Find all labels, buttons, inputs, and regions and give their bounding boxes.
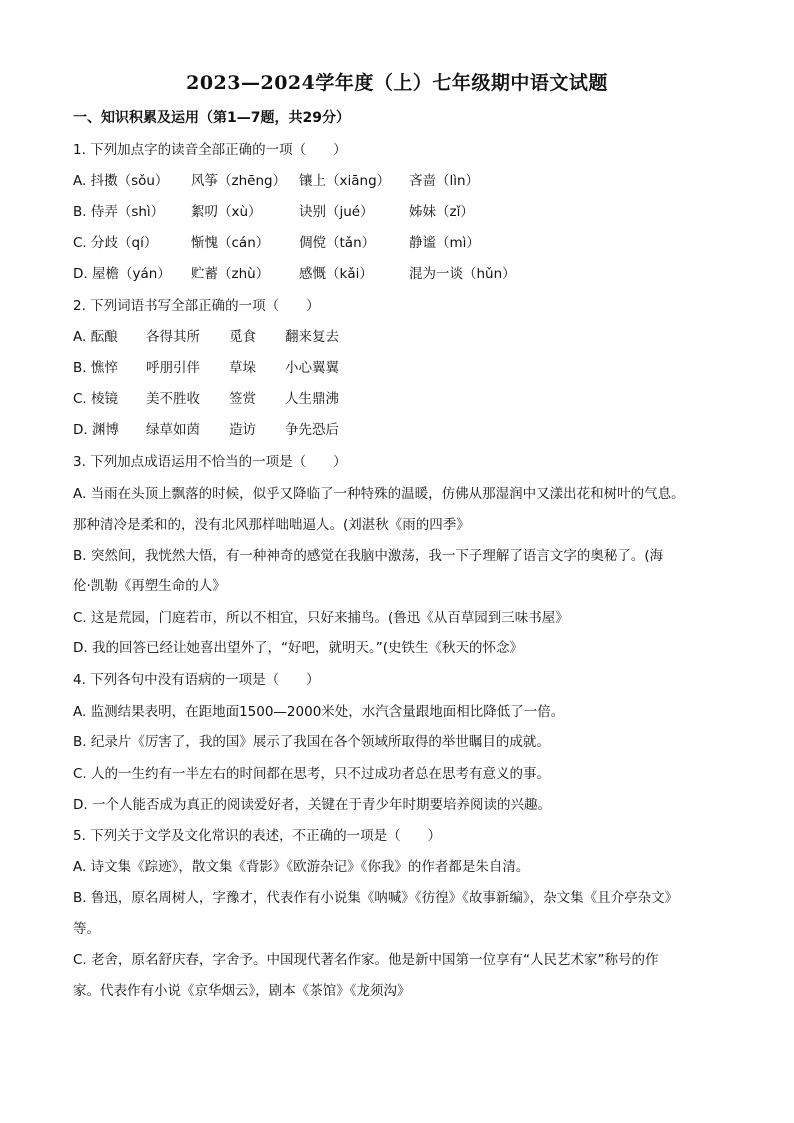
q3-option-b-line1: B. 突然间，我恍然大悟，有一种神奇的感觉在我脑中激荡，我一下子理解了语言文字的奥秘了。(海 [73,548,664,564]
q2-b-2: 呼朋引伴 [146,360,200,376]
q3-option-b-line2: 伦·凯勒《再塑生命的人》 [73,578,226,594]
q4-option-c: C. 人的一生约有一半左右的时间都在思考，只不过成功者总在思考有意义的事。 [73,766,551,782]
q2-d-1: D. 渊博 [73,422,119,438]
q2-option-b [73,358,339,378]
q2-d-3: 造访 [229,422,256,438]
q1-d-1: D. 屋檐（yán） [73,266,171,282]
q1-option-c [73,233,480,253]
q2-b-4: 小心翼翼 [285,360,339,376]
question-3-stem: 3. 下列加点成语运用不恰当的一项是（ ） [73,454,347,470]
q1-d-4: 混为一谈（hǔn） [409,266,516,282]
q5-option-b-line1: B. 鲁迅，原名周树人，字豫才，代表作有小说集《呐喊》《彷徨》《故事新编》，杂文集《且介亭杂文》 [73,890,679,906]
q1-b-3: 诀别（jué） [299,204,374,220]
q2-d-4: 争先恐后 [285,422,339,438]
q2-b-3: 草垛 [229,360,256,376]
q5-option-c-line1: C. 老舍，原名舒庆春，字舍予。中国现代著名作家。他是新中国第一位享有“人民艺术家”称号的作 [73,952,659,968]
question-2-stem: 2. 下列词语书写全部正确的一项（ ） [73,298,320,314]
section-heading: 一、知识积累及运用（第1—7题，共29分） [73,110,350,126]
q2-c-4: 人生鼎沸 [285,391,339,407]
q1-c-2: 惭愧（cán） [191,235,270,251]
q1-a-3: 镶上（xiāng） [299,173,391,189]
q1-d-3: 感慨（kǎi） [299,266,373,282]
question-5-stem: 5. 下列关于文学及文化常识的表述，不正确的一项是（ ） [73,828,442,844]
q2-a-3: 觅食 [229,329,256,345]
q5-option-b-line2: 等。 [73,921,100,937]
q2-a-4: 翻来复去 [285,329,339,345]
q1-c-1: C. 分歧（qí） [73,235,158,251]
q5-option-c-line2: 家。代表作有小说《京华烟云》，剧本《茶馆》《龙须沟》 [73,983,411,999]
q1-a-4: 吝啬（lìn） [409,173,480,189]
question-1-stem: 1. 下列加点字的读音全部正确的一项（ ） [73,142,347,158]
q1-c-3: 倜傥（tǎn） [299,235,376,251]
q1-c-4: 静谧（mì） [409,235,480,251]
q1-d-2: 贮蓄（zhù） [191,266,270,282]
q2-c-3: 签赏 [229,391,256,407]
q2-c-2: 美不胜收 [146,391,200,407]
q2-option-a [73,327,339,347]
q1-b-2: 絮叨（xù） [191,204,262,220]
q1-a-2: 风筝（zhēng） [191,173,287,189]
q2-option-d [73,420,339,440]
q5-option-a: A. 诗文集《踪迹》，散文集《背影》《欧游杂记》《你我》的作者都是朱自清。 [73,859,530,875]
q4-option-d: D. 一个人能否成为真正的阅读爱好者，关键在于青少年时期要培养阅读的兴趣。 [73,797,551,813]
q3-option-a-line2: 那种清冷是柔和的，没有北风那样咄咄逼人。(刘湛秋《雨的四季》 [73,517,470,533]
q1-option-b [73,202,474,222]
question-4-stem: 4. 下列各句中没有语病的一项是（ ） [73,672,320,688]
q2-c-1: C. 棱镜 [73,391,119,407]
exam-title: 2023—2024学年度（上）七年级期中语文试题 [186,72,608,94]
q2-option-c [73,389,339,409]
q1-b-4: 姊妹（zǐ） [409,204,474,220]
q1-option-d [73,264,516,284]
q3-option-a-line1: A. 当雨在头顶上飘落的时候，似乎又降临了一种特殊的温暖，仿佛从那湿润中又漾出花和树叶的气息。 [73,486,685,502]
q4-option-a: A. 监测结果表明，在距地面1500—2000米处，水汽含量跟地面相比降低了一倍。 [73,704,565,720]
q2-d-2: 绿草如茵 [146,422,200,438]
q3-option-d: D. 我的回答已经让她喜出望外了，“好吧，就明天。”(史铁生《秋天的怀念》 [73,640,523,656]
q1-option-a [73,171,479,191]
q4-option-b: B. 纪录片《厉害了，我的国》展示了我国在各个领域所取得的举世瞩目的成就。 [73,734,550,750]
q2-a-1: A. 酝酿 [73,329,118,345]
q3-option-c: C. 这是荒园，门庭若市，所以不相宜，只好来捕鸟。(鲁迅《从百草园到三味书屋》 [73,610,569,626]
q2-b-1: B. 憔悴 [73,360,118,376]
q1-b-1: B. 侍弄（shì） [73,204,165,220]
q2-a-2: 各得其所 [146,329,200,345]
q1-a-1: A. 抖擞（sǒu） [73,173,169,189]
